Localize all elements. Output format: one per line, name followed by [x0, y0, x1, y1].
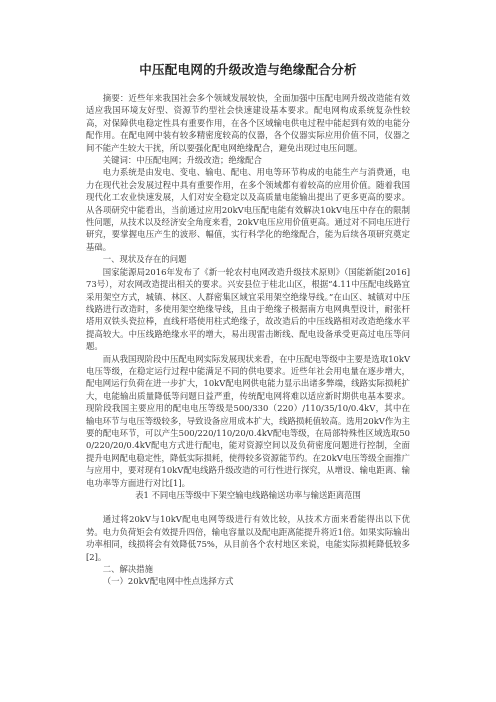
section-heading-1: 一、现状及存在的问题: [102, 254, 187, 265]
keywords: 关键词：中压配电网；升级改造；绝缘配合: [102, 155, 262, 166]
paragraph-2: 而从我国现阶段中压配电网实际发展现状来看，在中压配电等级中主要是选取10kV电压等级，在稳定运行过程中能满足不同的供电要求。近些年社会用电量在逐步增大，配电网运行负荷在进一步扩大，10kV配电网供电能力显示出诸多弊端，线路实际损耗扩大，电能输出质量降低等问题日益严重，传统配电网将难以适应新时期供电基本要求。现阶段我国主要应用的配电电压等级是500/330（220）/110/35/10/0.4kV，其中在输电环节与电压等级较多，导致设备应用成本扩大，线路损耗值较高。选用20kV作为主要的配电环节，可以产生500/220/110/20/0.4kV配电等级，在局部特殊性区域选取500/220/20/0.4kV配电方式进行配电，能对资源空间以及负荷密度问题进行控制，全面提升电网配电稳定性，降低实际损耗，使得较多资源能节约。在20kV电压等级全面推广与应用中，要对现有10kV配电线路升级改造的可行性进行探究，从增设、输电距离、输电功率等方面进行对比[1]。: [86, 353, 410, 488]
paragraph-1: 国家能源局2016年发布了《新一轮农村电网改造升级技术原则》（国能新能[2016]73号），对农网改造提出相关的要求。兴安县位于桂北山区，根据“4.11中压配电线路宜采用架空方式，城镇、林区、人群密集区域宜采用架空绝缘导线。”在山区、城镇对中压线路进行改造时，多使用架空绝缘导线，且由于绝缘子极据南方电网典型设计，耐张杆塔用双铁头瓷拉棒，直线杆塔使用柱式绝缘子，故改造后的中压线路相对改造绝缘水平提高较大。中压线路绝缘水平的增大，易出现雷击断线、配电设备承受更高过电压等问题。: [86, 266, 410, 352]
abstract: 摘要：近些年来我国社会多个领域发展较快，全面加强中压配电网升级改造能有效适应我国环境友好型、资源节约型社会快速建设基本要求。配电网构成系统复杂性较高，对保障供电稳定性具有重要作用，在各个区域输电供电过程中能起到有效的电能分配作用。在配电网中装有较多精密度较高的仪器，各个仪器实际应用价值不同，仪器之间不能产生较大干扰，所以要强化配电网绝缘配合，避免出现过电压问题。: [86, 93, 410, 153]
subsection-heading-1: （一）20kV配电网中性点选择方式: [102, 576, 234, 587]
page-title: 中压配电网的升级改造与绝缘配合分析: [139, 62, 357, 77]
section-heading-2: 二、解决措施: [102, 564, 154, 575]
intro-paragraph: 电力系统是由发电、变电、输电、配电、用电等环节构成的电能生产与消费通，电力在现代社会发展过程中具有重要作用，在多个领域都有着较高的应用价值。随着我国现代化工农业快速发展，人们对安全稳定以及高质量电能输出提出了更多更高的要求。从各项研究中能看出，当前通过应用20kV电压配电能有效解决10kV电压中存在的限制性问题，从技术以及经济安全角度来看，20kV电压应用价值更高。通过对不同电压进行研究，要掌握电压产生的波形、幅值，实行科学化的绝缘配合，能为后续各项研究奠定基础。: [86, 167, 410, 252]
table-gap: [86, 501, 410, 513]
paragraph-3: 通过将20kV与10kV配电电网等级进行有效比较，从技术方面来看能得出以下优势。电力负荷矩会有效提升四倍，输电容量以及配电距离能提升将近1倍。如果实际输出功率相同，线损将会有效降低75%，从目前各个农村地区来说，电能实际损耗降低较多[2]。: [86, 514, 410, 562]
table-caption: 表1 不同电压等级中下架空输电线路输送功率与输送距离范围: [135, 490, 361, 500]
